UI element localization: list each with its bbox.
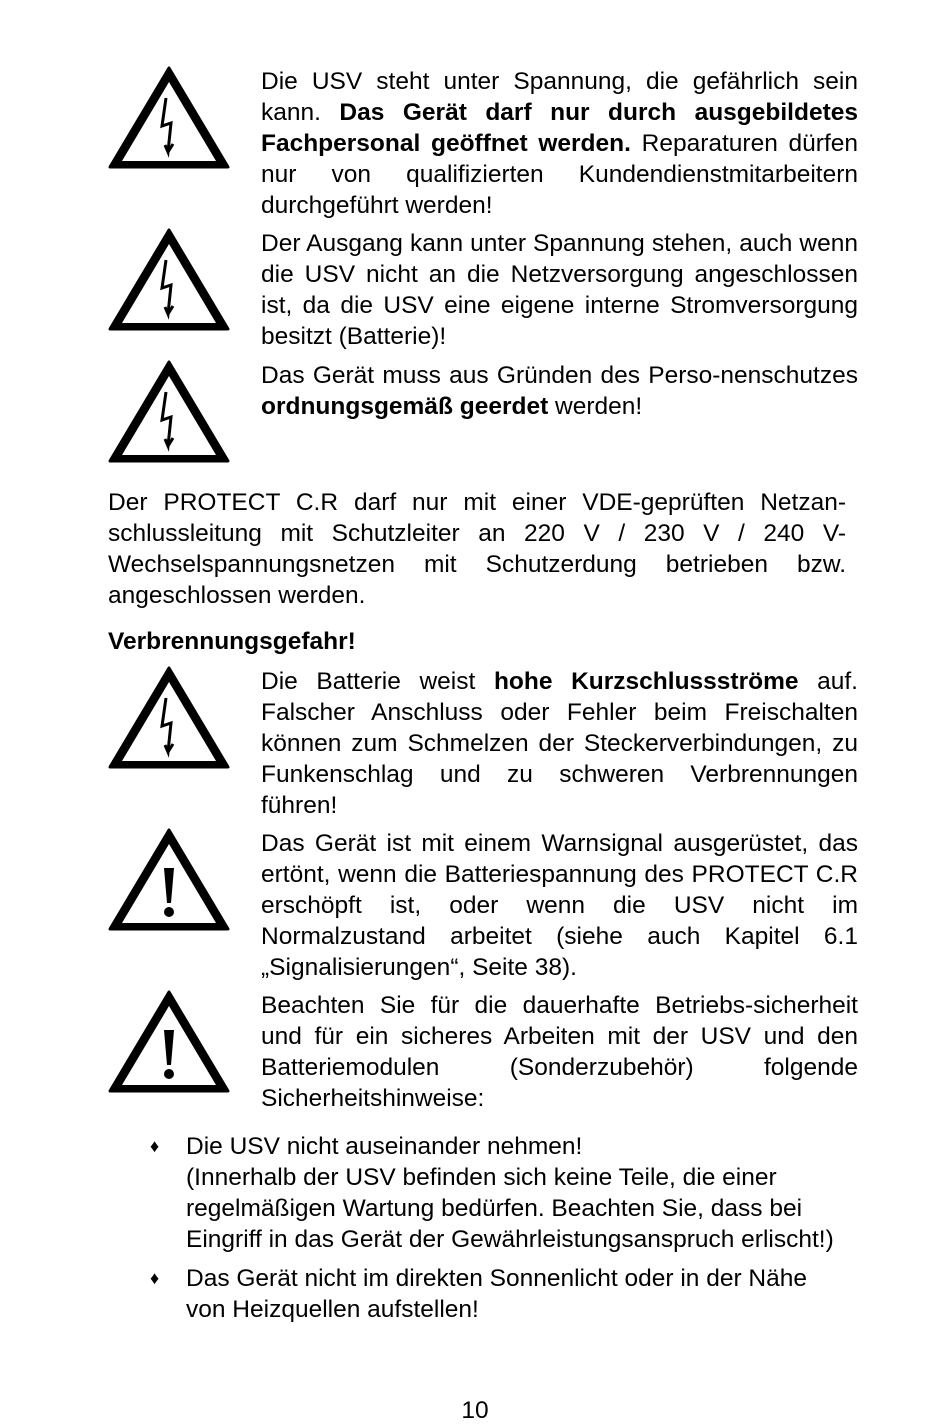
- warning-text-1: [261, 66, 858, 221]
- general-warning-icon: [108, 828, 230, 932]
- bullet-diamond-icon: ♦: [150, 1136, 160, 1156]
- warning-text-4: [261, 666, 858, 821]
- text-run: werden!: [548, 393, 643, 420]
- warning-text-6: [261, 990, 858, 1114]
- text-run: auf. Falscher Anschluss oder Fehler beim Freischalten können zum Schmelzen der Steckerverbindungen, zu Funkenschlag und zu schweren Verbrennungen führen!: [261, 668, 858, 819]
- section-heading: Verbrennungsgefahr!: [108, 628, 356, 655]
- list-item: [140, 1131, 840, 1255]
- list-item: [140, 1263, 840, 1325]
- list-item-line: Das Gerät nicht im direkten Sonnenlicht oder in der Nähe von Heizquellen aufstellen!: [186, 1265, 807, 1323]
- text-run: Die Batterie weist: [261, 668, 494, 695]
- safety-list: [140, 1131, 840, 1325]
- high-voltage-warning-icon: [108, 666, 230, 770]
- text-run: Das Gerät darf nur durch ausgebildetes Fachpersonal geöffnet werden.: [261, 99, 858, 157]
- high-voltage-warning-icon: [108, 360, 230, 464]
- text-run: ordnungsgemäß geerdet: [261, 393, 549, 420]
- warning-text-3: [261, 360, 858, 422]
- text-run: Das Gerät ist mit einem Warnsignal ausgerüstet, das ertönt, wenn die Batteriespannung des PROTECT C.R erschöpft ist, oder wenn die USV nicht im Normalzustand arbeitet (siehe auch Kapitel 6.1 „Signalisierungen“, Seite 38).: [261, 830, 858, 981]
- warning-text-2: [261, 228, 858, 352]
- text-run: Beachten Sie für die dauerhafte Betriebs-sicherheit und für ein sicheres Arbeiten mit der USV und den Batteriemodulen (Sonderzubehör) folgende Sicherheitshinweise:: [261, 992, 858, 1112]
- text-run: Die USV steht unter Spannung, die gefährlich sein kann.: [261, 68, 858, 126]
- high-voltage-warning-icon: [108, 228, 230, 332]
- page-number: 10: [461, 1397, 489, 1424]
- text-run: Das Gerät muss aus Gründen des Perso-nenschutzes: [261, 362, 858, 389]
- text-run: Der Ausgang kann unter Spannung stehen, auch wenn die USV nicht an die Netzversorgung angeschlossen ist, da die USV eine eigene interne Stromversorgung besitzt (Batterie)!: [261, 230, 858, 350]
- list-item-line: Die USV nicht auseinander nehmen!: [186, 1133, 583, 1160]
- text-run: hohe Kurzschlussströme: [493, 668, 799, 695]
- list-item-line: (Innerhalb der USV befinden sich keine Teile, die einer regelmäßigen Wartung bedürfen. Beachten Sie, dass bei Eingriff in das Gerät der Gewährleistungsanspruch erlischt!): [186, 1164, 834, 1253]
- text-run: Reparaturen dürfen nur von qualifizierten Kundendienstmitarbeitern durchgeführt werden!: [261, 130, 858, 219]
- warning-text-5: [261, 828, 858, 983]
- body-paragraph: Der PROTECT C.R darf nur mit einer VDE-geprüften Netzan-schlussleitung mit Schutzleiter an 220 V / 230 V / 240 V-Wechselspannungsnetzen mit Schutzerdung betrieben bzw. angeschlossen werden.: [108, 489, 846, 609]
- bullet-diamond-icon: ♦: [150, 1268, 160, 1288]
- high-voltage-warning-icon: [108, 66, 230, 170]
- general-warning-icon: [108, 990, 230, 1094]
